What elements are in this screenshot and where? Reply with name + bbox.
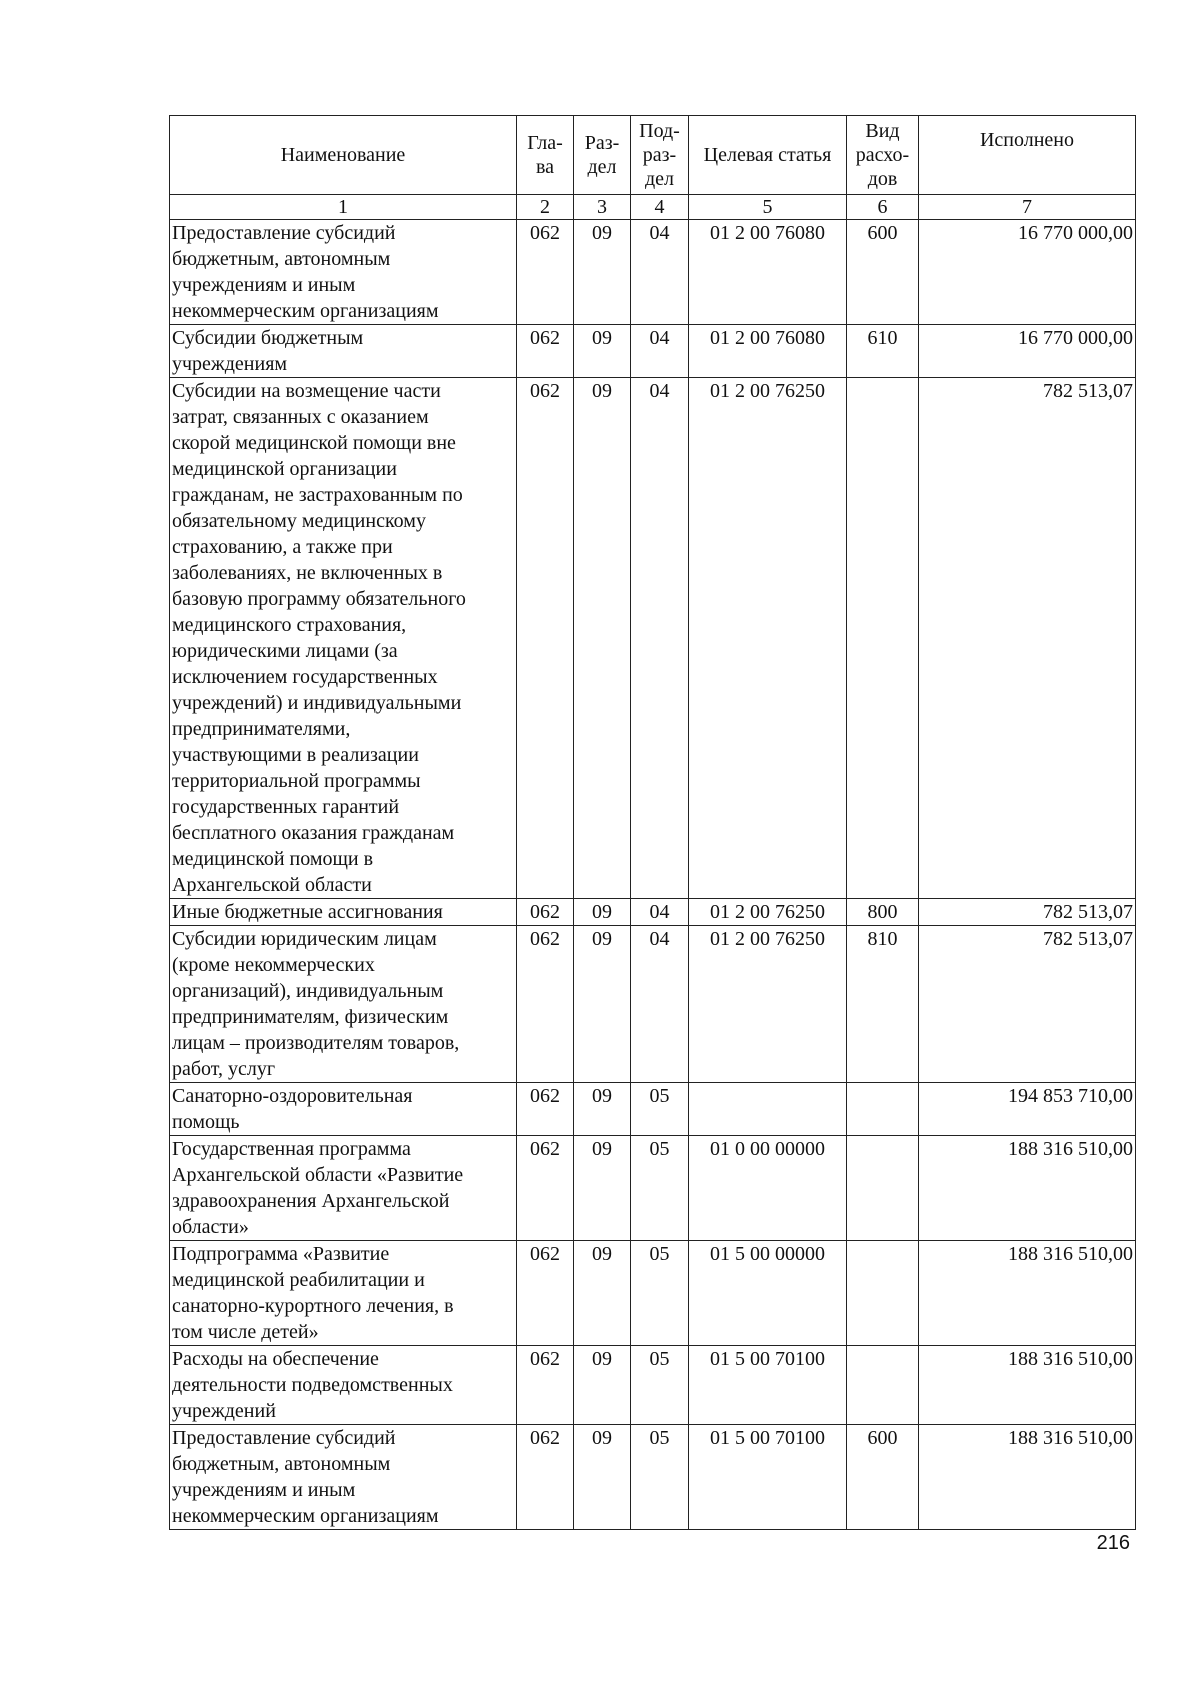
cell-ispolneno: 16 770 000,00 bbox=[919, 325, 1136, 378]
cell-podrazdel: 05 bbox=[631, 1083, 689, 1136]
cell-ispolneno: 194 853 710,00 bbox=[919, 1083, 1136, 1136]
column-number: 7 bbox=[919, 195, 1136, 220]
table-row bbox=[170, 1241, 1136, 1346]
table-row bbox=[170, 1083, 1136, 1136]
cell-razdel: 09 bbox=[574, 378, 631, 899]
cell-razdel: 09 bbox=[574, 1136, 631, 1241]
table-header-row bbox=[170, 116, 1136, 195]
column-number: 4 bbox=[631, 195, 689, 220]
cell-vid-rashodov bbox=[847, 1136, 919, 1241]
cell-vid-rashodov bbox=[847, 1083, 919, 1136]
cell-celevaya-statya: 01 2 00 76250 bbox=[689, 378, 847, 899]
table-row bbox=[170, 325, 1136, 378]
cell-glava: 062 bbox=[517, 1136, 574, 1241]
cell-glava: 062 bbox=[517, 899, 574, 926]
table-row bbox=[170, 378, 1136, 899]
page-number: 216 bbox=[1096, 1532, 1130, 1554]
budget-table bbox=[169, 115, 1136, 1530]
cell-podrazdel: 05 bbox=[631, 1346, 689, 1425]
cell-podrazdel: 04 bbox=[631, 325, 689, 378]
cell-ispolneno: 16 770 000,00 bbox=[919, 220, 1136, 325]
cell-celevaya-statya: 01 0 00 00000 bbox=[689, 1136, 847, 1241]
cell-razdel: 09 bbox=[574, 1083, 631, 1136]
cell-vid-rashodov: 600 bbox=[847, 220, 919, 325]
cell-razdel: 09 bbox=[574, 926, 631, 1083]
cell-glava: 062 bbox=[517, 1425, 574, 1530]
table-row bbox=[170, 926, 1136, 1083]
cell-vid-rashodov: 800 bbox=[847, 899, 919, 926]
cell-podrazdel: 05 bbox=[631, 1241, 689, 1346]
header-ispolneno: Исполнено bbox=[919, 116, 1136, 195]
table-body bbox=[170, 220, 1136, 1530]
cell-glava: 062 bbox=[517, 378, 574, 899]
cell-razdel: 09 bbox=[574, 899, 631, 926]
cell-name: Субсидии на возмещение части затрат, связанных с оказанием скорой медицинской помощи вне медицинской организации гражданам, не застрахованным по обязательному медицинскому страхованию, а также при заболеваниях, не включенных в базовую программу обязательного медицинского страхования, юридическими лицами (за исключением государственных учреждений) и индивидуальными предпринимателями, участвующими в реализации территориальной программы государственных гарантий бесплатного оказания гражданам медицинской помощи в Архангельской области bbox=[170, 378, 517, 899]
cell-celevaya-statya: 01 2 00 76080 bbox=[689, 220, 847, 325]
cell-name: Расходы на обеспечение деятельности подведомственных учреждений bbox=[170, 1346, 517, 1425]
cell-glava: 062 bbox=[517, 1346, 574, 1425]
cell-name: Предоставление субсидий бюджетным, автономным учреждениям и иным некоммерческим организациям bbox=[170, 220, 517, 325]
cell-vid-rashodov bbox=[847, 1346, 919, 1425]
cell-name: Государственная программа Архангельской области «Развитие здравоохранения Архангельской области» bbox=[170, 1136, 517, 1241]
cell-podrazdel: 05 bbox=[631, 1425, 689, 1530]
cell-glava: 062 bbox=[517, 220, 574, 325]
table-row bbox=[170, 1136, 1136, 1241]
cell-glava: 062 bbox=[517, 1083, 574, 1136]
cell-razdel: 09 bbox=[574, 1241, 631, 1346]
cell-ispolneno: 188 316 510,00 bbox=[919, 1241, 1136, 1346]
cell-razdel: 09 bbox=[574, 1346, 631, 1425]
cell-vid-rashodov bbox=[847, 1241, 919, 1346]
cell-name: Субсидии бюджетным учреждениям bbox=[170, 325, 517, 378]
cell-podrazdel: 04 bbox=[631, 220, 689, 325]
cell-glava: 062 bbox=[517, 1241, 574, 1346]
column-number: 2 bbox=[517, 195, 574, 220]
header-podrazdel: Под- раз- дел bbox=[631, 116, 689, 195]
cell-glava: 062 bbox=[517, 325, 574, 378]
header-glava: Гла- ва bbox=[517, 116, 574, 195]
cell-ispolneno: 782 513,07 bbox=[919, 926, 1136, 1083]
cell-celevaya-statya: 01 5 00 70100 bbox=[689, 1425, 847, 1530]
column-number: 5 bbox=[689, 195, 847, 220]
cell-celevaya-statya: 01 5 00 00000 bbox=[689, 1241, 847, 1346]
cell-ispolneno: 782 513,07 bbox=[919, 899, 1136, 926]
cell-celevaya-statya: 01 2 00 76250 bbox=[689, 899, 847, 926]
cell-podrazdel: 04 bbox=[631, 378, 689, 899]
cell-name: Подпрограмма «Развитие медицинской реабилитации и санаторно-курортного лечения, в том числе детей» bbox=[170, 1241, 517, 1346]
header-vid-rashodov: Вид расхо- дов bbox=[847, 116, 919, 195]
column-number: 6 bbox=[847, 195, 919, 220]
cell-name: Иные бюджетные ассигнования bbox=[170, 899, 517, 926]
column-number: 3 bbox=[574, 195, 631, 220]
cell-ispolneno: 782 513,07 bbox=[919, 378, 1136, 899]
cell-vid-rashodov bbox=[847, 378, 919, 899]
cell-podrazdel: 04 bbox=[631, 926, 689, 1083]
table-row bbox=[170, 220, 1136, 325]
cell-vid-rashodov: 600 bbox=[847, 1425, 919, 1530]
header-razdel: Раз- дел bbox=[574, 116, 631, 195]
cell-celevaya-statya: 01 2 00 76080 bbox=[689, 325, 847, 378]
column-number-row bbox=[170, 195, 1136, 220]
cell-name: Предоставление субсидий бюджетным, автономным учреждениям и иным некоммерческим организациям bbox=[170, 1425, 517, 1530]
table-row bbox=[170, 899, 1136, 926]
cell-razdel: 09 bbox=[574, 220, 631, 325]
cell-podrazdel: 05 bbox=[631, 1136, 689, 1241]
cell-ispolneno: 188 316 510,00 bbox=[919, 1425, 1136, 1530]
cell-glava: 062 bbox=[517, 926, 574, 1083]
cell-name: Субсидии юридическим лицам (кроме некоммерческих организаций), индивидуальным предпринимателям, физическим лицам – производителям товаров, работ, услуг bbox=[170, 926, 517, 1083]
table-row bbox=[170, 1346, 1136, 1425]
table-row bbox=[170, 1425, 1136, 1530]
cell-celevaya-statya: 01 2 00 76250 bbox=[689, 926, 847, 1083]
cell-celevaya-statya: 01 5 00 70100 bbox=[689, 1346, 847, 1425]
cell-razdel: 09 bbox=[574, 1425, 631, 1530]
cell-podrazdel: 04 bbox=[631, 899, 689, 926]
cell-vid-rashodov: 610 bbox=[847, 325, 919, 378]
cell-name: Санаторно-оздоровительная помощь bbox=[170, 1083, 517, 1136]
cell-vid-rashodov: 810 bbox=[847, 926, 919, 1083]
cell-ispolneno: 188 316 510,00 bbox=[919, 1136, 1136, 1241]
cell-razdel: 09 bbox=[574, 325, 631, 378]
cell-celevaya-statya bbox=[689, 1083, 847, 1136]
column-number: 1 bbox=[170, 195, 517, 220]
cell-ispolneno: 188 316 510,00 bbox=[919, 1346, 1136, 1425]
header-celevaya-statya: Целевая статья bbox=[689, 116, 847, 195]
header-name: Наименование bbox=[170, 116, 517, 195]
